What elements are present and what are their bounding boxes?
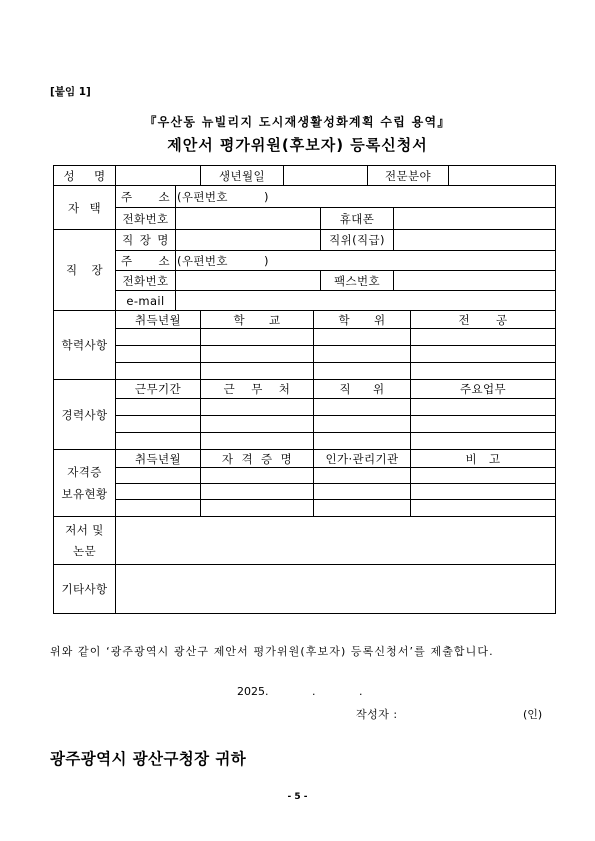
home-address-label: 주 소 bbox=[116, 186, 176, 208]
work-email-row bbox=[54, 291, 556, 311]
certificate-cell bbox=[201, 468, 314, 484]
specialty-field bbox=[449, 166, 556, 186]
position-field bbox=[394, 230, 556, 251]
career-cell bbox=[201, 416, 314, 433]
career-row bbox=[54, 399, 556, 416]
home-address-field: (우편번호 ) bbox=[176, 186, 556, 208]
publications-row bbox=[54, 517, 556, 565]
specialty-label: 전문분야 bbox=[368, 166, 449, 186]
name-label: 성 명 bbox=[54, 166, 116, 186]
other-notes-field bbox=[116, 565, 556, 614]
certificate-cell bbox=[116, 500, 201, 517]
education-cell bbox=[116, 363, 201, 380]
education-header-degree: 학 위 bbox=[314, 311, 411, 329]
work-address-row bbox=[54, 251, 556, 271]
work-phone-field bbox=[176, 271, 321, 291]
certificate-label bbox=[54, 450, 116, 517]
education-label: 학력사항 bbox=[54, 311, 116, 380]
career-cell bbox=[411, 399, 556, 416]
publications-label-line: 논문 bbox=[72, 543, 97, 558]
career-cell bbox=[411, 433, 556, 450]
career-header-position: 직 위 bbox=[314, 380, 411, 399]
education-cell bbox=[314, 329, 411, 346]
certificate-cell bbox=[314, 484, 411, 500]
writer-label: 작성자 : bbox=[356, 708, 398, 721]
fax-label: 팩스번호 bbox=[321, 271, 394, 291]
certificate-header-note: 비 고 bbox=[411, 450, 556, 468]
publications-label-line: 저서 및 bbox=[65, 522, 104, 537]
other-notes-row bbox=[54, 565, 556, 614]
work-phone-label: 전화번호 bbox=[116, 271, 176, 291]
recipient: 광주광역시 광산구청장 귀하 bbox=[50, 750, 247, 768]
career-header-row bbox=[54, 380, 556, 399]
attachment-label: [붙임 1] bbox=[50, 86, 91, 98]
certificate-header-date: 취득년월 bbox=[116, 450, 201, 468]
career-cell bbox=[201, 433, 314, 450]
career-header-workplace: 근 무 처 bbox=[201, 380, 314, 399]
work-phone-row bbox=[54, 271, 556, 291]
education-header-school: 학 교 bbox=[201, 311, 314, 329]
position-label: 직위(직급) bbox=[321, 230, 394, 251]
certificate-cell bbox=[201, 500, 314, 517]
education-header-major: 전 공 bbox=[411, 311, 556, 329]
education-cell bbox=[116, 329, 201, 346]
certificate-row bbox=[54, 500, 556, 517]
home-address-row bbox=[54, 186, 556, 208]
work-label: 직 장 bbox=[54, 230, 116, 311]
publications-field bbox=[116, 517, 556, 565]
certificate-row bbox=[54, 484, 556, 500]
registration-form-table bbox=[53, 165, 556, 614]
career-cell bbox=[201, 399, 314, 416]
certificate-label-line: 자격증 bbox=[67, 465, 102, 479]
company-name-label: 직 장 명 bbox=[116, 230, 176, 251]
certificate-header-name: 자 격 증 명 bbox=[201, 450, 314, 468]
career-row bbox=[54, 416, 556, 433]
certificate-header-row bbox=[54, 450, 556, 468]
work-company-row bbox=[54, 230, 556, 251]
career-cell bbox=[314, 416, 411, 433]
career-cell bbox=[314, 399, 411, 416]
certificate-cell bbox=[201, 484, 314, 500]
birth-date-label: 생년월일 bbox=[201, 166, 284, 186]
certificate-cell bbox=[314, 468, 411, 484]
certificate-cell bbox=[116, 484, 201, 500]
education-cell bbox=[201, 329, 314, 346]
home-label: 자 택 bbox=[54, 186, 116, 230]
education-row bbox=[54, 346, 556, 363]
certificate-cell bbox=[411, 468, 556, 484]
career-cell bbox=[116, 399, 201, 416]
basic-info-row bbox=[54, 166, 556, 186]
page-number: - 5 - bbox=[287, 792, 308, 802]
publications-label bbox=[54, 517, 116, 565]
home-phone-field bbox=[176, 208, 321, 230]
fax-field bbox=[394, 271, 556, 291]
career-label: 경력사항 bbox=[54, 380, 116, 450]
education-header-date: 취득년월 bbox=[116, 311, 201, 329]
other-notes-label: 기타사항 bbox=[54, 565, 116, 614]
career-header-duties: 주요업무 bbox=[411, 380, 556, 399]
email-field bbox=[176, 291, 556, 311]
education-cell bbox=[314, 346, 411, 363]
certificate-label-line: 보유현황 bbox=[61, 487, 108, 501]
career-cell bbox=[116, 433, 201, 450]
form-title: 제안서 평가위원(후보자) 등록신청서 bbox=[167, 136, 428, 154]
project-title: 『우산동 뉴빌리지 도시재생활성화계획 수립 용역』 bbox=[144, 115, 451, 129]
education-cell bbox=[314, 363, 411, 380]
education-cell bbox=[201, 346, 314, 363]
company-name-field bbox=[176, 230, 321, 251]
career-row bbox=[54, 433, 556, 450]
certificate-cell bbox=[116, 468, 201, 484]
submission-date: 2025. . . bbox=[237, 685, 363, 698]
education-row bbox=[54, 329, 556, 346]
education-cell bbox=[411, 329, 556, 346]
certificate-header-issuer: 인가·관리기관 bbox=[314, 450, 411, 468]
education-cell bbox=[411, 363, 556, 380]
certificate-cell bbox=[411, 484, 556, 500]
birth-date-field bbox=[284, 166, 368, 186]
certificate-row bbox=[54, 468, 556, 484]
education-cell bbox=[116, 346, 201, 363]
certificate-cell bbox=[411, 500, 556, 517]
mobile-field bbox=[394, 208, 556, 230]
career-header-period: 근무기간 bbox=[116, 380, 201, 399]
home-phone-row bbox=[54, 208, 556, 230]
education-header-row bbox=[54, 311, 556, 329]
work-address-field: (우편번호 ) bbox=[176, 251, 556, 271]
email-label: e-mail bbox=[116, 291, 176, 311]
certificate-cell bbox=[314, 500, 411, 517]
education-cell bbox=[201, 363, 314, 380]
career-cell bbox=[314, 433, 411, 450]
declaration-text: 위와 같이 ‘광주광역시 광산구 제안서 평가위원(후보자) 등록신청서’를 제출합니다. bbox=[50, 645, 494, 658]
work-address-label: 주 소 bbox=[116, 251, 176, 271]
home-phone-label: 전화번호 bbox=[116, 208, 176, 230]
mobile-label: 휴대폰 bbox=[321, 208, 394, 230]
career-cell bbox=[116, 416, 201, 433]
seal-label: (인) bbox=[523, 708, 543, 721]
education-cell bbox=[411, 346, 556, 363]
career-cell bbox=[411, 416, 556, 433]
name-field bbox=[116, 166, 201, 186]
education-row bbox=[54, 363, 556, 380]
